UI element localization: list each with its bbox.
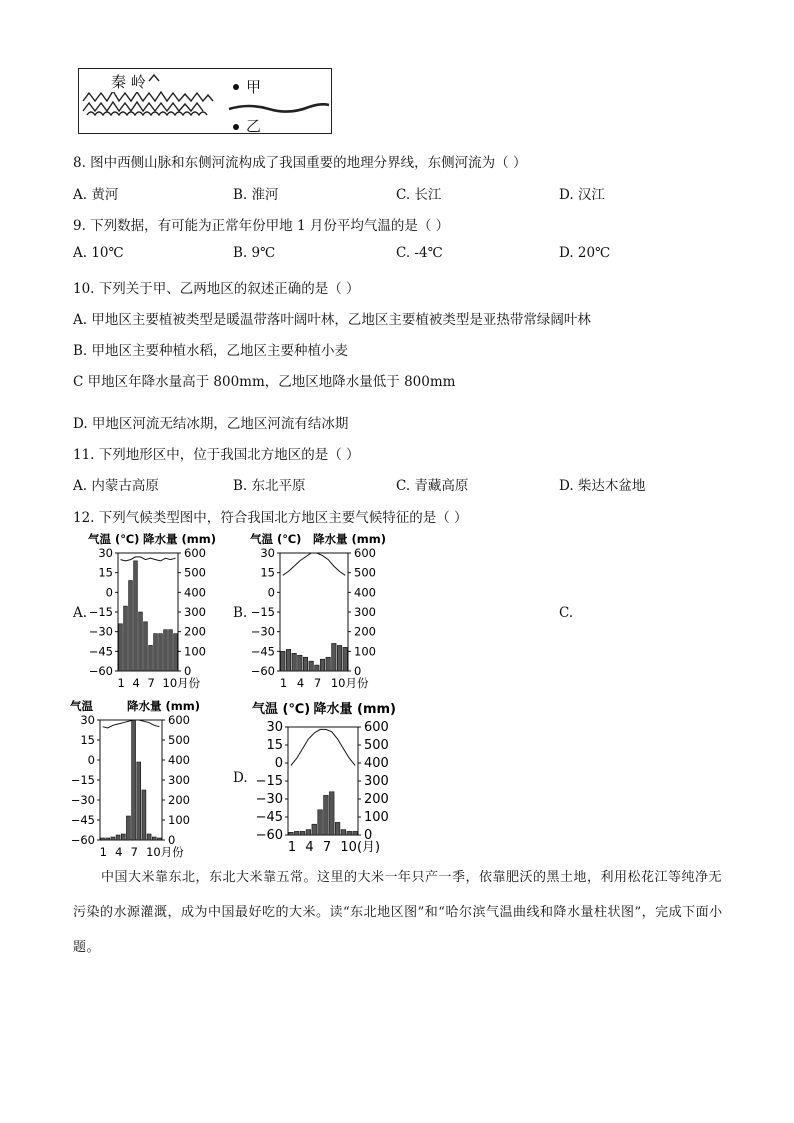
q9-option-a[interactable]: A. 10℃ <box>73 245 124 261</box>
x-tick-label: 1 <box>287 840 297 855</box>
x-tick-label: 4 <box>115 845 123 859</box>
precip-bar <box>329 792 334 835</box>
q10-option-b[interactable]: B. 甲地区主要种植水稻，乙地区主要种植小麦 <box>73 343 349 359</box>
y-left-tick-label: −15 <box>250 605 275 619</box>
point-jia-label: 甲 <box>246 78 262 96</box>
precip-bar <box>347 831 352 835</box>
q8-option-b[interactable]: B. 淮河 <box>233 187 279 203</box>
temperature-curve <box>283 553 345 575</box>
y-left-tick-label: 0 <box>87 753 95 767</box>
question-12-stem: 12. 下列气候类型图中，符合我国北方地区主要气候特征的是（ ） <box>73 510 468 526</box>
chart-title-left: 气温 (℃) <box>88 532 140 546</box>
x-tick-label: 1 <box>279 676 288 690</box>
precip-bar <box>149 645 153 671</box>
y-right-tick-label: 0 <box>184 664 192 678</box>
point-yi-label: 乙 <box>246 117 262 135</box>
precip-bar <box>152 837 156 840</box>
chart-title-right: 降水量 (mm) <box>313 532 386 546</box>
y-left-tick-label: 30 <box>260 546 275 560</box>
y-right-tick-label: 300 <box>168 773 190 787</box>
y-right-tick-label: 100 <box>364 810 389 825</box>
climate-chart-c <box>70 700 220 862</box>
x-tick-label: 10月份 <box>330 676 369 690</box>
y-left-tick-label: 30 <box>266 720 283 735</box>
chart-title-left: 气温 (℃) <box>250 532 302 546</box>
precip-bar <box>343 647 347 671</box>
precip-bar <box>101 838 105 840</box>
x-tick-label: 1 <box>117 676 125 690</box>
precip-bar <box>326 657 330 671</box>
x-tick-label: 7 <box>313 676 322 690</box>
chart-d-svg <box>252 703 412 863</box>
y-left-tick-label: 30 <box>98 546 113 560</box>
precip-bar <box>157 838 161 840</box>
y-right-tick-label: 200 <box>354 624 376 639</box>
temperature-curve <box>103 720 160 728</box>
precip-bar <box>159 634 163 671</box>
q10-option-c[interactable]: C 甲地区年降水量高于 800mm，乙地区地降水量低于 800mm <box>73 374 456 390</box>
y-right-tick-label: 400 <box>168 753 190 767</box>
point-yi-marker <box>233 124 239 130</box>
y-left-tick-label: −15 <box>70 773 95 787</box>
y-right-tick-label: 300 <box>354 605 376 619</box>
precip-bar <box>315 665 319 671</box>
question-8-stem: 8. 图中西侧山脉和东侧河流构成了我国重要的地理分界线，东侧河流为（ ） <box>73 155 527 171</box>
precip-bar <box>294 831 299 835</box>
precip-bar <box>341 830 346 835</box>
y-left-tick-label: −45 <box>70 813 95 827</box>
question-11-stem: 11. 下列地形区中，位于我国北方地区的是（ ） <box>73 447 360 463</box>
q8-option-d[interactable]: D. 汉江 <box>559 187 605 203</box>
y-right-tick-label: 500 <box>184 565 206 580</box>
x-tick-label: 7 <box>130 845 138 859</box>
x-tick-label: 1 <box>99 845 107 859</box>
y-left-tick-label: 30 <box>80 713 95 727</box>
precip-bar <box>121 834 125 840</box>
y-right-tick-label: 100 <box>354 644 376 659</box>
chart-title-left: 气温 <box>70 699 93 713</box>
y-right-tick-label: 300 <box>364 774 389 789</box>
y-left-tick-label: −60 <box>70 833 95 847</box>
precip-bar <box>147 834 151 840</box>
precip-bar <box>324 795 329 835</box>
precip-bar <box>292 653 296 671</box>
x-tick-label: 10月份 <box>146 845 184 859</box>
y-left-tick-label: −30 <box>70 793 95 807</box>
y-left-tick-label: −60 <box>88 664 113 678</box>
y-left-tick-label: 0 <box>105 585 113 600</box>
chart-title-left: 气温 (℃) <box>252 702 311 717</box>
y-right-tick-label: 200 <box>364 792 389 807</box>
chart-title-right: 降水量 (mm) <box>313 702 396 717</box>
chart-b-svg <box>250 533 390 695</box>
precip-bar <box>129 581 133 671</box>
q8-option-c[interactable]: C. 长江 <box>396 187 442 203</box>
chart-title-right: 降水量 (mm) <box>143 532 216 546</box>
q11-option-b[interactable]: B. 东北平原 <box>233 478 306 494</box>
precip-bar <box>139 612 143 671</box>
y-left-tick-label: −60 <box>250 664 275 678</box>
y-left-tick-label: −30 <box>255 792 283 807</box>
reading-passage: 中国大米靠东北，东北大米靠五常。这里的大米一年只产一季，依靠肥沃的黑土地，利用松花江等纯净无污染的水源灌溉，成为中国最好吃的大米。读“东北地区图”和“哈尔滨气温曲线和降水量柱状图”，完成下面小题。 <box>73 870 723 955</box>
precip-bar <box>318 810 323 835</box>
chart-a-svg <box>88 533 218 695</box>
y-right-tick-label: 300 <box>184 605 206 619</box>
q12-option-a[interactable]: A. <box>73 605 88 621</box>
precip-bar <box>137 762 141 840</box>
precip-bar <box>124 606 128 671</box>
climate-chart-b <box>250 533 390 695</box>
y-right-tick-label: 200 <box>168 793 190 807</box>
x-tick-label: 4 <box>305 840 314 855</box>
precip-bar <box>320 659 324 671</box>
climate-chart-d <box>252 703 412 863</box>
y-right-tick-label: 600 <box>168 713 190 727</box>
precip-bar <box>312 824 317 835</box>
y-right-tick-label: 400 <box>364 756 389 771</box>
precip-bar <box>132 720 136 840</box>
y-left-tick-label: −60 <box>255 828 283 843</box>
x-tick-label: 7 <box>147 676 155 690</box>
precip-bar <box>154 634 158 671</box>
precip-bar <box>335 822 340 835</box>
y-right-tick-label: 500 <box>168 733 190 747</box>
river-line <box>229 104 329 111</box>
x-tick-label: 4 <box>132 676 140 690</box>
point-jia-marker <box>233 84 239 90</box>
q11-option-a[interactable]: A. 内蒙古高原 <box>73 478 159 494</box>
q12-option-c[interactable]: C. <box>559 605 574 621</box>
y-left-tick-label: 15 <box>260 565 275 580</box>
y-right-tick-label: 0 <box>168 833 176 847</box>
y-left-tick-label: 15 <box>98 565 113 580</box>
x-tick-label: 10(月) <box>340 840 381 855</box>
y-right-tick-label: 500 <box>354 565 376 580</box>
y-right-tick-label: 0 <box>364 828 373 843</box>
q8-option-a[interactable]: A. 黄河 <box>73 187 119 203</box>
y-left-tick-label: −15 <box>88 605 113 619</box>
temperature-curve <box>121 557 176 561</box>
precip-bar <box>169 630 173 671</box>
precip-bar <box>134 561 138 671</box>
chart-frame <box>288 727 358 835</box>
y-left-tick-label: −45 <box>88 644 113 659</box>
q12-option-b[interactable]: B. <box>233 605 248 621</box>
temperature-curve <box>291 729 355 765</box>
q11-option-c[interactable]: C. 青藏高原 <box>396 478 469 494</box>
precip-bar <box>164 630 168 671</box>
y-right-tick-label: 100 <box>184 644 206 659</box>
mountain-label: 秦 岭 <box>111 73 146 91</box>
precip-bar <box>289 832 294 835</box>
y-right-tick-label: 200 <box>184 624 206 639</box>
precip-bar <box>174 634 178 671</box>
y-right-tick-label: 400 <box>184 585 206 600</box>
q11-option-d[interactable]: D. 柴达木盆地 <box>559 478 646 494</box>
precip-bar <box>126 816 130 840</box>
q9-option-d[interactable]: D. 20℃ <box>559 245 611 261</box>
precip-bar <box>300 831 305 835</box>
chart-c-svg <box>70 700 220 862</box>
y-left-tick-label: −15 <box>255 774 283 789</box>
precip-bar <box>142 790 146 840</box>
y-left-tick-label: −30 <box>250 624 275 639</box>
precip-bar <box>116 835 120 840</box>
precip-bar <box>286 649 290 671</box>
y-right-tick-label: 400 <box>354 585 376 600</box>
y-left-tick-label: 15 <box>266 738 283 753</box>
precip-bar <box>353 831 358 835</box>
y-right-tick-label: 100 <box>168 813 190 827</box>
precip-bar <box>144 622 148 671</box>
precip-bar <box>106 838 110 840</box>
precip-bar <box>309 661 313 671</box>
q10-option-a[interactable]: A. 甲地区主要植被类型是暖温带落叶阔叶林，乙地区主要植被类型是亚热带常绿阔叶林 <box>73 312 591 328</box>
y-right-tick-label: 0 <box>354 664 362 678</box>
y-right-tick-label: 600 <box>364 720 389 735</box>
precip-bar <box>281 651 285 671</box>
q10-option-d[interactable]: D. 甲地区河流无结冰期，乙地区河流有结冰期 <box>73 416 349 432</box>
y-left-tick-label: −30 <box>88 624 113 639</box>
y-left-tick-label: 0 <box>274 756 283 771</box>
question-9-stem: 9. 下列数据，有可能为正常年份甲地 1 月份平均气温的是（ ） <box>73 218 450 234</box>
climate-chart-a <box>88 533 218 695</box>
precip-bar <box>303 657 307 671</box>
precip-bar <box>111 837 115 840</box>
mountain-range <box>83 75 213 115</box>
precip-bar <box>332 643 336 671</box>
q12-option-d[interactable]: D. <box>233 770 248 786</box>
y-right-tick-label: 500 <box>364 738 389 753</box>
y-left-tick-label: −45 <box>250 644 275 659</box>
q9-option-b[interactable]: B. 9℃ <box>233 245 276 261</box>
precip-bar <box>298 655 302 671</box>
y-left-tick-label: 15 <box>80 733 95 747</box>
y-left-tick-label: 0 <box>267 585 275 600</box>
precip-bar <box>119 624 123 671</box>
chart-title-right: 降水量 (mm) <box>127 699 200 713</box>
x-tick-label: 7 <box>322 840 332 855</box>
qinling-map <box>78 68 332 134</box>
q9-option-c[interactable]: C. -4℃ <box>396 245 443 261</box>
y-left-tick-label: −45 <box>255 810 283 825</box>
question-10-stem: 10. 下列关于甲、乙两地区的叙述正确的是（ ） <box>73 281 360 297</box>
x-tick-label: 4 <box>296 676 305 690</box>
precip-bar <box>337 645 341 671</box>
y-right-tick-label: 600 <box>354 546 376 560</box>
precip-bar <box>306 830 311 835</box>
x-tick-label: 10月份 <box>162 676 201 690</box>
y-right-tick-label: 600 <box>184 546 206 560</box>
chart-frame <box>100 720 162 840</box>
